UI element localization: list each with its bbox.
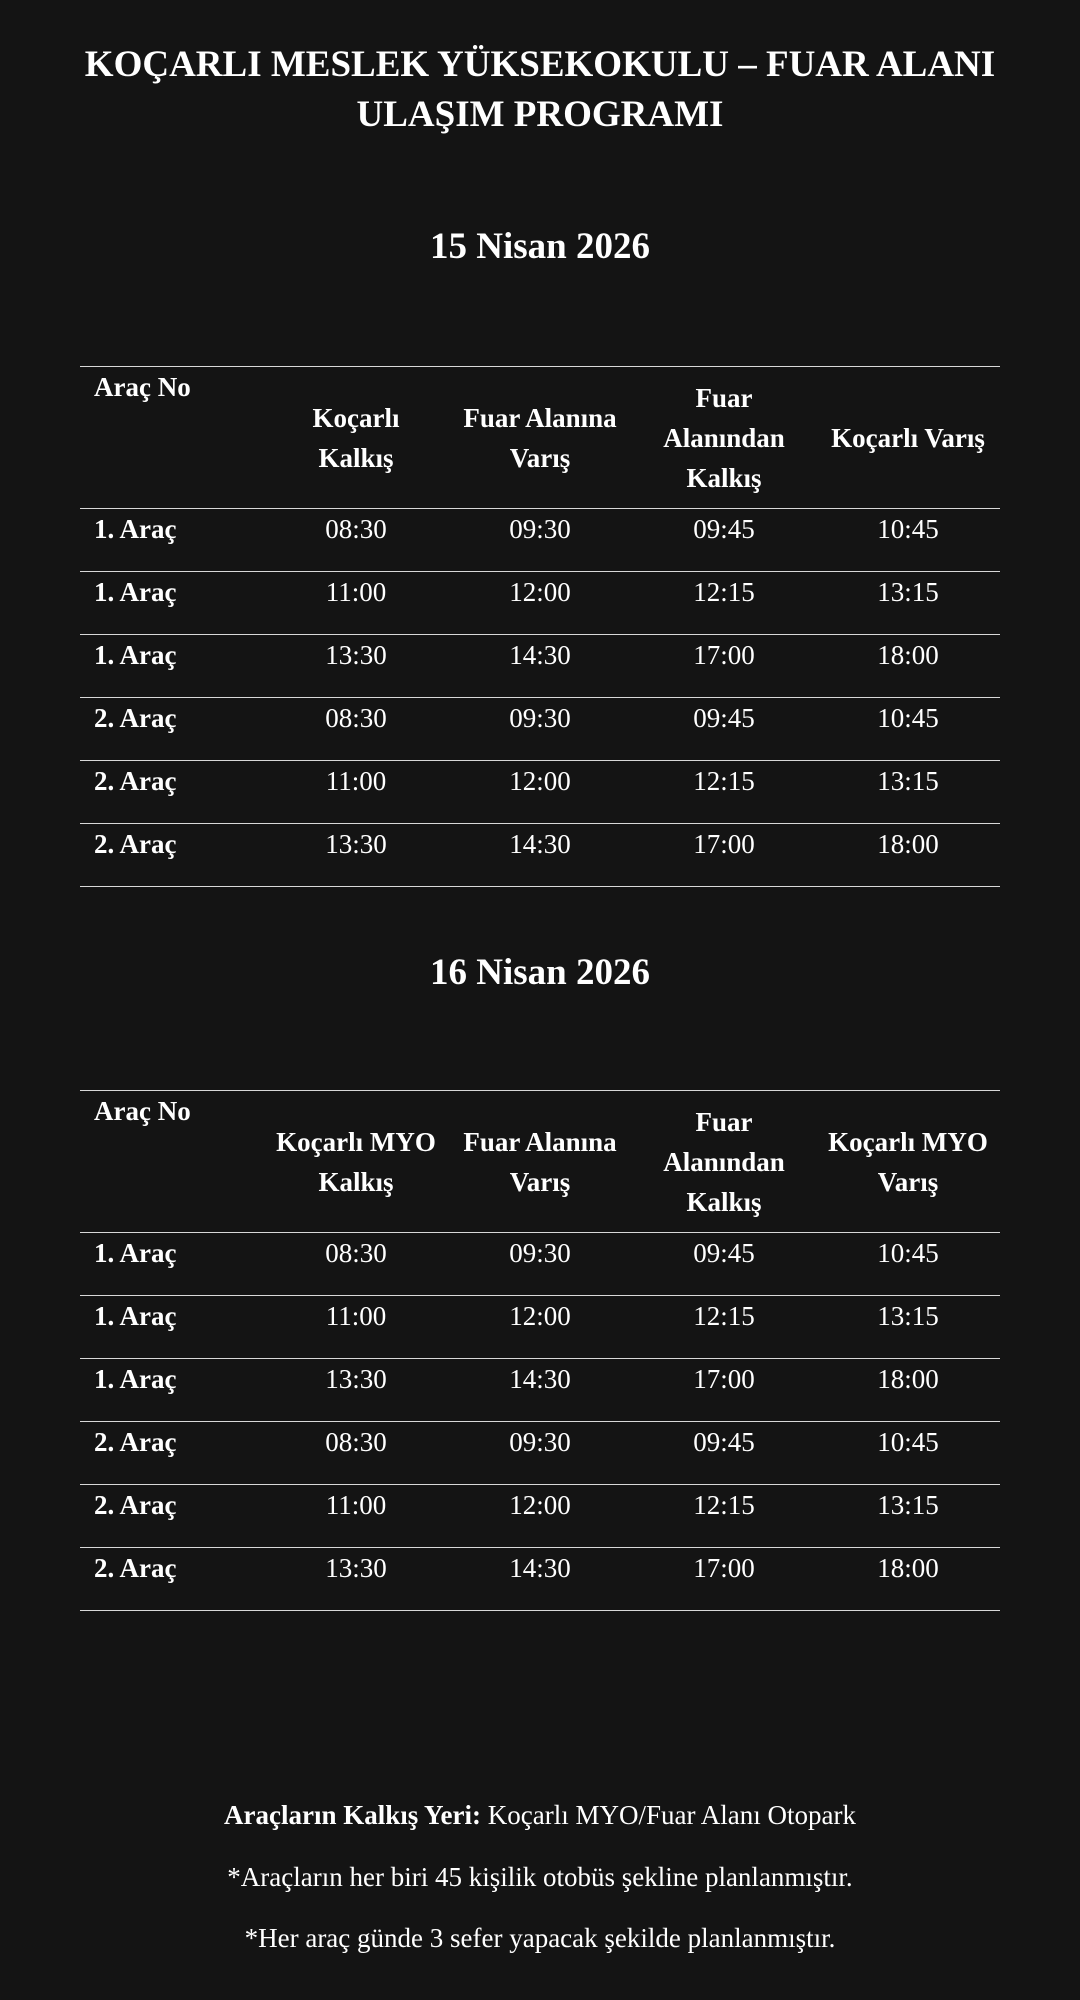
vehicle-cell: 1. Araç [80,1296,264,1359]
vehicle-cell: 1. Araç [80,509,264,572]
vehicle-cell: 1. Araç [80,1359,264,1422]
time-cell: 13:15 [816,761,1000,824]
time-cell: 18:00 [816,824,1000,887]
day-2-schedule-table [80,1090,1000,1611]
vehicle-cell: 2. Araç [80,698,264,761]
vehicle-cell: 1. Araç [80,635,264,698]
time-cell: 18:00 [816,1359,1000,1422]
time-cell: 11:00 [264,761,448,824]
time-cell: 12:00 [448,1485,632,1548]
time-cell: 13:15 [816,572,1000,635]
time-cell: 10:45 [816,509,1000,572]
time-cell: 12:15 [632,761,816,824]
time-cell: 12:15 [632,572,816,635]
time-cell: 13:15 [816,1485,1000,1548]
time-cell: 08:30 [264,698,448,761]
vehicle-cell: 2. Araç [80,824,264,887]
time-cell: 09:30 [448,698,632,761]
column-header-fair-departure: Fuar Alanından Kalkış [632,367,816,509]
time-cell: 12:15 [632,1485,816,1548]
vehicle-cell: 2. Araç [80,1485,264,1548]
time-cell: 14:30 [448,1359,632,1422]
time-cell: 11:00 [264,1485,448,1548]
table-row [80,1548,1000,1611]
time-cell: 09:30 [448,509,632,572]
time-cell: 08:30 [264,509,448,572]
trip-count-note: *Her araç günde 3 sefer yapacak şekilde planlanmıştır. [244,1923,836,1953]
time-cell: 17:00 [632,824,816,887]
column-header-fair-arrival: Fuar Alanına Varış [448,367,632,509]
time-cell: 13:30 [264,635,448,698]
table-row [80,1485,1000,1548]
time-cell: 12:15 [632,1296,816,1359]
departure-location-label: Araçların Kalkış Yeri: [224,1800,482,1830]
vehicle-cell: 2. Araç [80,1422,264,1485]
time-cell: 17:00 [632,635,816,698]
table-row [80,1296,1000,1359]
time-cell: 17:00 [632,1359,816,1422]
vehicle-cell: 1. Araç [80,572,264,635]
time-cell: 13:30 [264,1548,448,1611]
vehicle-cell: 2. Araç [80,1548,264,1611]
day-1-date-heading: 15 Nisan 2026 [430,226,650,267]
time-cell: 11:00 [264,572,448,635]
page-title [60,40,1020,140]
page-title-line-1: KOÇARLI MESLEK YÜKSEKOKULU – FUAR ALANI [84,44,996,85]
time-cell: 17:00 [632,1548,816,1611]
time-cell: 13:30 [264,1359,448,1422]
column-header-vehicle: Araç No [80,1091,264,1233]
table-row [80,1359,1000,1422]
time-cell: 14:30 [448,1548,632,1611]
table-row [80,635,1000,698]
time-cell: 12:00 [448,761,632,824]
column-header-departure: Koçarlı MYO Kalkış [264,1091,448,1233]
time-cell: 09:30 [448,1233,632,1296]
time-cell: 18:00 [816,635,1000,698]
time-cell: 09:45 [632,698,816,761]
time-cell: 12:00 [448,1296,632,1359]
table-row [80,761,1000,824]
time-cell: 11:00 [264,1296,448,1359]
day-1-schedule-table [80,366,1000,887]
time-cell: 10:45 [816,1422,1000,1485]
table-row [80,1422,1000,1485]
table-row [80,698,1000,761]
departure-location-value: Koçarlı MYO/Fuar Alanı Otopark [481,1800,856,1830]
time-cell: 12:00 [448,572,632,635]
column-header-fair-arrival: Fuar Alanına Varış [448,1091,632,1233]
time-cell: 10:45 [816,1233,1000,1296]
column-header-fair-departure: Fuar Alanından Kalkış [632,1091,816,1233]
day-2-date-heading: 16 Nisan 2026 [430,952,650,993]
table-header-row [80,1091,1000,1233]
capacity-note: *Araçların her biri 45 kişilik otobüs şekline planlanmıştır. [227,1862,853,1892]
column-header-return-arrival: Koçarlı MYO Varış [816,1091,1000,1233]
vehicle-cell: 1. Araç [80,1233,264,1296]
departure-location [60,1795,1020,1835]
time-cell: 18:00 [816,1548,1000,1611]
vehicle-cell: 2. Araç [80,761,264,824]
time-cell: 09:45 [632,1233,816,1296]
page-title-line-2: ULAŞIM PROGRAMI [356,94,724,135]
table-header-row [80,367,1000,509]
time-cell: 09:45 [632,509,816,572]
time-cell: 10:45 [816,698,1000,761]
time-cell: 08:30 [264,1233,448,1296]
table-row [80,572,1000,635]
column-header-return-arrival: Koçarlı Varış [816,367,1000,509]
time-cell: 13:15 [816,1296,1000,1359]
table-row [80,509,1000,572]
time-cell: 08:30 [264,1422,448,1485]
time-cell: 09:45 [632,1422,816,1485]
table-row [80,824,1000,887]
time-cell: 09:30 [448,1422,632,1485]
table-row [80,1233,1000,1296]
time-cell: 13:30 [264,824,448,887]
time-cell: 14:30 [448,635,632,698]
column-header-vehicle: Araç No [80,367,264,509]
time-cell: 14:30 [448,824,632,887]
column-header-departure: Koçarlı Kalkış [264,367,448,509]
